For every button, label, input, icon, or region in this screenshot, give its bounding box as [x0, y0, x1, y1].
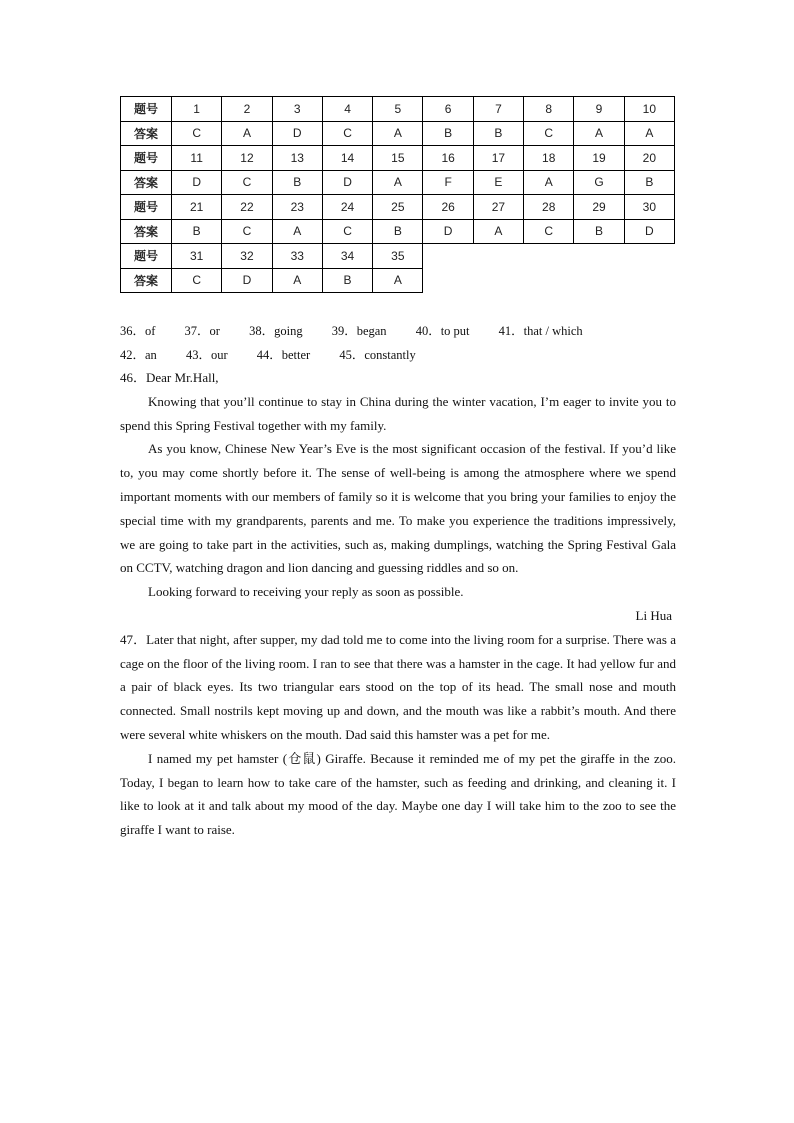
- empty-cell: [524, 244, 574, 269]
- answer-cell: 3: [272, 97, 322, 122]
- answer-cell: 33: [272, 244, 322, 269]
- fill-in-answer: 36．of: [120, 324, 156, 338]
- answer-cell: 17: [473, 146, 523, 171]
- answer-cell: 7: [473, 97, 523, 122]
- answer-cell: 14: [322, 146, 372, 171]
- answer-cell: A: [574, 121, 624, 146]
- answer-table-row: [121, 170, 675, 195]
- story-paragraph: 47．Later that night, after supper, my dad told me to come into the living room for a surprise. There was a cage on the floor of the living room. I ran to see that there was a hamster in the cage. It had yellow fur and a pair of black eyes. Its two triangular ears stood on the top of its head. The small nose and mouth connected. Small nostrils kept moving up and down, and the mouth was like a rabbit’s mouth. And there were several white whiskers on the mouth. Dad said this hamster was a pet for me.: [120, 631, 676, 742]
- answer-table-row: [121, 244, 675, 269]
- letter-46: [120, 366, 676, 842]
- answer-cell: 22: [222, 195, 272, 220]
- answer-cell: 4: [322, 97, 372, 122]
- answer-cell: 25: [373, 195, 423, 220]
- answer-cell: 20: [624, 146, 674, 171]
- answer-cell: D: [624, 219, 674, 244]
- fill-in-answer: 43．our: [185, 348, 228, 362]
- letter-paragraph: Looking forward to receiving your reply as soon as possible.: [148, 584, 464, 600]
- empty-cell: [574, 268, 624, 293]
- fill-in-line-1: [120, 321, 609, 339]
- answer-cell: B: [172, 219, 222, 244]
- fill-in-answer: 44．better: [256, 348, 311, 362]
- empty-cell: [473, 268, 523, 293]
- answer-table-row: [121, 121, 675, 146]
- answer-cell: 29: [574, 195, 624, 220]
- answer-cell: 35: [373, 244, 423, 269]
- answer-cell: E: [473, 170, 523, 195]
- answer-table-row: [121, 219, 675, 244]
- answer-cell: D: [322, 170, 372, 195]
- answer-cell: 21: [172, 195, 222, 220]
- answer-cell: C: [524, 121, 574, 146]
- answer-table-row: [121, 97, 675, 122]
- answer-cell: A: [473, 219, 523, 244]
- answer-cell: 13: [272, 146, 322, 171]
- answer-cell: 19: [574, 146, 624, 171]
- answer-cell: C: [524, 219, 574, 244]
- answer-cell: 11: [172, 146, 222, 171]
- fill-in-line-2: [120, 345, 442, 363]
- answer-cell: 30: [624, 195, 674, 220]
- answer-cell: 10: [624, 97, 674, 122]
- answer-table-row: [121, 146, 675, 171]
- answer-cell: A: [222, 121, 272, 146]
- row-label: 答案: [121, 219, 172, 244]
- answer-cell: 28: [524, 195, 574, 220]
- answer-cell: 18: [524, 146, 574, 171]
- fill-in-answer: 45．constantly: [339, 348, 416, 362]
- answer-cell: C: [322, 121, 372, 146]
- answer-cell: 8: [524, 97, 574, 122]
- answer-cell: 5: [373, 97, 423, 122]
- answer-cell: B: [423, 121, 473, 146]
- empty-cell: [524, 268, 574, 293]
- row-label: 题号: [121, 146, 172, 171]
- letter-paragraph: Knowing that you’ll continue to stay in China during the winter vacation, I’m eager to invite you to spend this Spring Festival together with my family.: [120, 393, 676, 433]
- answer-cell: C: [222, 170, 272, 195]
- answer-cell: A: [272, 219, 322, 244]
- fill-in-answer: 40．to put: [415, 324, 470, 338]
- answer-cell: 34: [322, 244, 372, 269]
- answer-cell: D: [272, 121, 322, 146]
- fill-in-answer: 41．that / which: [498, 324, 583, 338]
- answer-cell: F: [423, 170, 473, 195]
- answer-cell: C: [322, 219, 372, 244]
- answer-cell: A: [373, 170, 423, 195]
- row-label: 答案: [121, 121, 172, 146]
- letter-paragraph: As you know, Chinese New Year’s Eve is the most significant occasion of the festival. If you’d like to, you may come shortly before it. The sense of well-being is among the atmosphere where we spend important moments with our members of family so it is welcome that you bring your families to enjoy the special time with my grandparents, parents and me. To make you experience the traditions impressively, we are going to take part in the activities, such as, making dumplings, watching the Spring Festival Gala on CCTV, watching dragon and lion dancing and guessing riddles and so on.: [120, 441, 676, 576]
- answer-cell: C: [222, 219, 272, 244]
- letter-signature: Li Hua: [635, 607, 672, 623]
- answer-cell: 24: [322, 195, 372, 220]
- fill-in-answer: 37．or: [184, 324, 220, 338]
- answer-cell: C: [172, 121, 222, 146]
- answer-cell: 32: [222, 244, 272, 269]
- answer-cell: D: [172, 170, 222, 195]
- row-label: 答案: [121, 170, 172, 195]
- answer-cell: 31: [172, 244, 222, 269]
- fill-in-answer: 39．began: [331, 324, 387, 338]
- fill-in-answer: 42．an: [120, 348, 157, 362]
- answer-table-row: [121, 195, 675, 220]
- answer-cell: 2: [222, 97, 272, 122]
- row-label: 题号: [121, 244, 172, 269]
- answer-cell: 16: [423, 146, 473, 171]
- empty-cell: [624, 244, 674, 269]
- answer-table-body: [121, 97, 675, 293]
- empty-cell: [423, 268, 473, 293]
- answer-cell: 9: [574, 97, 624, 122]
- answer-cell: 23: [272, 195, 322, 220]
- answer-table: [120, 96, 675, 293]
- answer-table-row: [121, 268, 675, 293]
- story-paragraph: I named my pet hamster (仓鼠) Giraffe. Because it reminded me of my pet the giraffe in the zoo. Today, I began to learn how to take care of the hamster, such as feeding and drinking, and cleaning it. I like to look at it and talk about my mood of the day. Maybe one day I will take him to the zoo to see the giraffe I want to raise.: [120, 750, 676, 838]
- answer-cell: 15: [373, 146, 423, 171]
- answer-cell: C: [172, 268, 222, 293]
- answer-cell: 12: [222, 146, 272, 171]
- answer-cell: B: [373, 219, 423, 244]
- answer-cell: 26: [423, 195, 473, 220]
- row-label: 答案: [121, 268, 172, 293]
- answer-cell: A: [373, 121, 423, 146]
- row-label: 题号: [121, 97, 172, 122]
- answer-cell: A: [524, 170, 574, 195]
- answer-cell: G: [574, 170, 624, 195]
- letter-greeting: 46．Dear Mr.Hall,: [120, 370, 219, 385]
- answer-cell: D: [222, 268, 272, 293]
- empty-cell: [423, 244, 473, 269]
- empty-cell: [473, 244, 523, 269]
- answer-cell: B: [272, 170, 322, 195]
- empty-cell: [624, 268, 674, 293]
- answer-cell: B: [624, 170, 674, 195]
- row-label: 题号: [121, 195, 172, 220]
- answer-cell: A: [624, 121, 674, 146]
- answer-cell: 6: [423, 97, 473, 122]
- fill-in-answer: 38．going: [249, 324, 303, 338]
- answer-cell: B: [574, 219, 624, 244]
- empty-cell: [574, 244, 624, 269]
- answer-cell: A: [272, 268, 322, 293]
- answer-cell: D: [423, 219, 473, 244]
- answer-cell: B: [473, 121, 523, 146]
- answer-cell: B: [322, 268, 372, 293]
- answer-cell: A: [373, 268, 423, 293]
- answer-cell: 27: [473, 195, 523, 220]
- answer-cell: 1: [172, 97, 222, 122]
